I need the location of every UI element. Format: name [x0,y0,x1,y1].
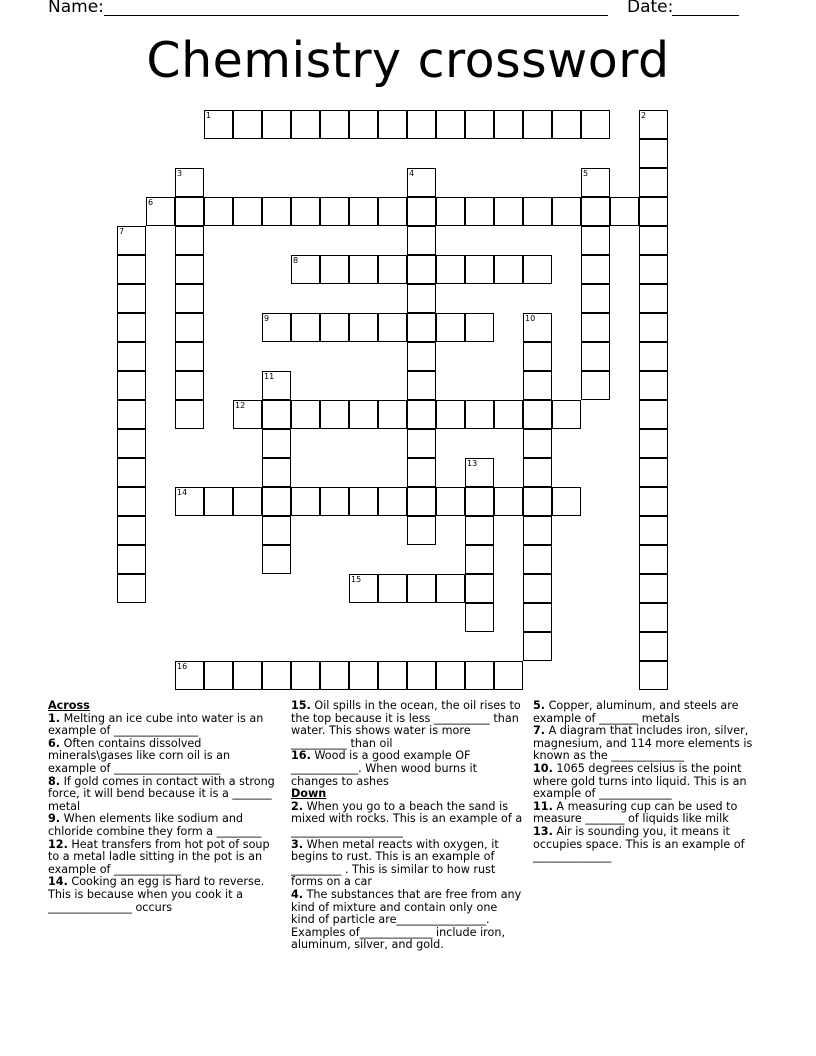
grid-cell[interactable] [291,255,320,284]
clue-item [48,813,280,838]
grid-cell[interactable] [639,110,668,139]
grid-cell[interactable] [378,400,407,429]
grid-cell[interactable] [233,661,262,690]
grid-cell[interactable] [436,110,465,139]
clue-item-number: 6. [48,736,61,750]
grid-cell[interactable] [407,661,436,690]
grid-cell[interactable] [117,313,146,342]
clue-number: 11 [264,372,275,381]
grid-cell[interactable] [523,574,552,603]
grid-cell[interactable] [320,313,349,342]
grid-cell[interactable] [436,255,465,284]
grid-cell[interactable] [262,487,291,516]
grid-cell[interactable] [407,371,436,400]
grid-cell[interactable] [175,284,204,313]
clue-item [533,700,765,725]
clue-item-text: Often contains dissolved minerals\gases like corn oil is an example of ___________________ [48,736,231,775]
grid-cell[interactable] [436,400,465,429]
clue-item [533,826,765,864]
grid-cell[interactable] [175,226,204,255]
grid-cell[interactable] [407,429,436,458]
grid-cell[interactable] [233,487,262,516]
clue-item-text: Heat transfers from hot pot of soup to a metal ladle sitting in the pot is an example of ____________ [48,837,270,876]
clue-item [291,801,523,839]
grid-cell[interactable] [175,371,204,400]
grid-cell[interactable] [494,255,523,284]
clue-item [48,776,280,814]
clue-number: 6 [148,198,154,207]
grid-cell[interactable] [581,110,610,139]
name-label: Name: [48,0,104,17]
grid-cell[interactable] [175,255,204,284]
clue-item [48,738,280,776]
grid-cell[interactable] [581,197,610,226]
grid-cell[interactable] [523,516,552,545]
grid-cell[interactable] [262,429,291,458]
clue-item-text: Wood is a good example OF ____________. When wood burns it changes to ashes [291,749,477,788]
grid-cell[interactable] [407,458,436,487]
clue-number: 14 [177,488,188,497]
grid-cell[interactable] [523,197,552,226]
grid-cell[interactable] [233,197,262,226]
grid-cell[interactable] [436,313,465,342]
grid-cell[interactable] [465,603,494,632]
grid-cell[interactable] [262,313,291,342]
grid-cell[interactable] [523,255,552,284]
clue-item [48,713,280,738]
clue-item [533,801,765,826]
grid-cell[interactable] [639,284,668,313]
grid-cell[interactable] [523,371,552,400]
grid-cell[interactable] [407,168,436,197]
grid-cell[interactable] [465,255,494,284]
clue-item-text: Cooking an egg is hard to reverse. This is because when you cook it a _______________ occurs [48,875,265,914]
grid-cell[interactable] [262,400,291,429]
grid-cell[interactable] [117,516,146,545]
grid-cell[interactable] [494,661,523,690]
grid-cell[interactable] [465,516,494,545]
clue-number: 13 [467,459,478,468]
grid-cell[interactable] [465,545,494,574]
grid-cell[interactable] [117,284,146,313]
grid-cell[interactable] [291,313,320,342]
clue-number: 4 [409,169,415,178]
grid-cell[interactable] [436,574,465,603]
grid-cell[interactable] [581,168,610,197]
grid-cell[interactable] [320,197,349,226]
grid-cell[interactable] [465,400,494,429]
clue-item-number: 16. [291,749,311,763]
grid-cell[interactable] [639,400,668,429]
grid-cell[interactable] [320,661,349,690]
grid-cell[interactable] [639,603,668,632]
grid-cell[interactable] [407,487,436,516]
clue-item-number: 3. [291,837,304,851]
grid-cell[interactable] [378,574,407,603]
grid-cell[interactable] [523,400,552,429]
clue-item-number: 5. [533,699,546,712]
grid-cell[interactable] [552,400,581,429]
clue-number: 2 [641,111,647,120]
grid-cell[interactable] [291,487,320,516]
clue-item-text: If gold comes in contact with a strong force, it will bend because it is a _______ metal [48,774,275,813]
grid-cell[interactable] [581,226,610,255]
grid-cell[interactable] [581,342,610,371]
grid-cell[interactable] [117,371,146,400]
grid-cell[interactable] [639,429,668,458]
clue-item-number: 14. [48,875,68,889]
grid-cell[interactable] [552,110,581,139]
clue-item-number: 2. [291,799,304,813]
grid-cell[interactable] [407,110,436,139]
grid-cell[interactable] [262,110,291,139]
grid-cell[interactable] [552,197,581,226]
grid-cell[interactable] [494,197,523,226]
grid-cell[interactable] [204,110,233,139]
grid-cell[interactable] [262,516,291,545]
clue-item-number: 4. [291,887,304,901]
grid-cell[interactable] [523,545,552,574]
clues-column-2 [291,700,523,952]
clue-item-number: 11. [533,799,553,813]
grid-cell[interactable] [146,197,175,226]
grid-cell[interactable] [117,574,146,603]
clue-number: 5 [583,169,589,178]
clue-item-text: A diagram that includes iron, silver, magnesium, and 114 more elements is known as the _____________ [533,724,753,763]
grid-cell[interactable] [175,197,204,226]
grid-cell[interactable] [175,487,204,516]
grid-cell[interactable] [378,197,407,226]
grid-cell[interactable] [523,313,552,342]
grid-cell[interactable] [175,168,204,197]
grid-cell[interactable] [349,574,378,603]
grid-cell[interactable] [552,487,581,516]
grid-cell[interactable] [639,458,668,487]
grid-cell[interactable] [349,255,378,284]
clue-item-text: Air is sounding you, it means it occupies space. This is an example of ______________ [533,824,745,864]
grid-cell[interactable] [349,487,378,516]
grid-cell[interactable] [407,313,436,342]
clues-column-1 [48,700,280,914]
grid-cell[interactable] [407,400,436,429]
across-clue-list-continued [291,700,523,788]
clue-item-text: 1065 degrees celsius is the point where gold turns into liquid. This is an example of _____________ [533,761,747,801]
grid-cell[interactable] [465,458,494,487]
grid-cell[interactable] [436,197,465,226]
clue-number: 3 [177,169,183,178]
clue-number: 16 [177,662,188,671]
grid-cell[interactable] [204,487,233,516]
clue-number: 1 [206,111,212,120]
grid-cell[interactable] [407,516,436,545]
page-title: Chemistry crossword [146,32,670,89]
clue-item [48,876,280,914]
clue-item-number: 7. [533,724,546,738]
clue-item-number: 1. [48,711,61,725]
clue-item-text: Copper, aluminum, and steels are example of _______ metals [533,699,739,725]
grid-cell[interactable] [639,255,668,284]
grid-cell[interactable] [204,661,233,690]
grid-cell[interactable] [465,197,494,226]
clue-number: 8 [293,256,299,265]
grid-cell[interactable] [117,255,146,284]
grid-cell[interactable] [639,545,668,574]
grid-cell[interactable] [436,487,465,516]
grid-cell[interactable] [262,545,291,574]
date-field[interactable] [672,15,739,16]
grid-cell[interactable] [117,226,146,255]
clue-item-number: 12. [48,837,68,851]
down-clue-list-continued [533,700,765,864]
grid-cell[interactable] [291,661,320,690]
clue-item [533,725,765,763]
grid-cell[interactable] [436,661,465,690]
grid-cell[interactable] [175,400,204,429]
grid-cell[interactable] [320,255,349,284]
clue-item-number: 15. [291,699,311,712]
grid-cell[interactable] [610,197,639,226]
clue-item-number: 9. [48,812,61,826]
grid-cell[interactable] [407,255,436,284]
across-heading: Across [48,699,90,712]
grid-cell[interactable] [407,226,436,255]
grid-cell[interactable] [117,429,146,458]
clue-item [291,700,523,750]
grid-cell[interactable] [378,255,407,284]
grid-cell[interactable] [494,487,523,516]
clue-item-number: 10. [533,761,553,775]
grid-cell[interactable] [349,197,378,226]
grid-cell[interactable] [639,168,668,197]
grid-cell[interactable] [639,342,668,371]
name-field[interactable] [104,15,608,16]
grid-cell[interactable] [291,197,320,226]
grid-cell[interactable] [175,661,204,690]
grid-cell[interactable] [349,110,378,139]
grid-cell[interactable] [465,110,494,139]
clue-number: 7 [119,227,125,236]
grid-cell[interactable] [262,458,291,487]
grid-cell[interactable] [523,632,552,661]
clue-item [48,839,280,877]
grid-cell[interactable] [117,400,146,429]
grid-cell[interactable] [320,487,349,516]
clue-item-text: The substances that are free from any kind of mixture and contain only one kind of particle are________________. Examples of_____________ include iron, aluminum, silver, and gold. [291,887,522,952]
grid-cell[interactable] [349,313,378,342]
grid-cell[interactable] [465,661,494,690]
grid-cell[interactable] [320,400,349,429]
grid-cell[interactable] [639,632,668,661]
clue-item [291,750,523,788]
grid-cell[interactable] [523,429,552,458]
grid-cell[interactable] [523,110,552,139]
grid-cell[interactable] [349,661,378,690]
grid-cell[interactable] [494,400,523,429]
grid-cell[interactable] [523,487,552,516]
clue-number: 12 [235,401,246,410]
grid-cell[interactable] [117,545,146,574]
grid-cell[interactable] [117,487,146,516]
clue-item-text: When you go to a beach the sand is mixed with rocks. This is an example of a ____________________ [291,799,523,838]
grid-cell[interactable] [175,313,204,342]
grid-cell[interactable] [639,197,668,226]
grid-cell[interactable] [494,110,523,139]
grid-cell[interactable] [349,400,378,429]
grid-cell[interactable] [291,110,320,139]
clue-number: 9 [264,314,270,323]
clue-item-number: 13. [533,824,553,838]
grid-cell[interactable] [262,371,291,400]
down-heading: Down [291,787,327,801]
grid-cell[interactable] [291,400,320,429]
clue-item-number: 8. [48,774,61,788]
clue-item-text: A measuring cup can be used to measure _______ of liquids like milk [533,799,738,826]
grid-cell[interactable] [639,313,668,342]
grid-cell[interactable] [581,255,610,284]
clue-item-text: When metal reacts with oxygen, it begins to rust. This is an example of _________ . This is similar to how rust forms on a car [291,837,499,889]
across-clue-list [48,713,280,915]
grid-cell[interactable] [523,342,552,371]
grid-cell[interactable] [175,342,204,371]
grid-cell[interactable] [407,284,436,313]
down-clue-list [291,801,523,952]
grid-cell[interactable] [639,516,668,545]
grid-cell[interactable] [262,197,291,226]
grid-cell[interactable] [407,574,436,603]
grid-cell[interactable] [581,284,610,313]
clue-item [533,763,765,801]
clues-column-3 [533,700,765,864]
grid-cell[interactable] [117,342,146,371]
clue-item [291,889,523,952]
grid-cell[interactable] [378,313,407,342]
date-label: Date: [627,0,674,17]
grid-cell[interactable] [639,226,668,255]
grid-cell[interactable] [523,603,552,632]
grid-cell[interactable] [465,487,494,516]
clue-item-text: Oil spills in the ocean, the oil rises to the top because it is less __________ than water. This shows water is more __________ than oil [291,699,521,750]
grid-cell[interactable] [378,487,407,516]
grid-cell[interactable] [204,197,233,226]
grid-cell[interactable] [465,574,494,603]
grid-cell[interactable] [581,313,610,342]
grid-cell[interactable] [407,342,436,371]
grid-cell[interactable] [639,661,668,690]
grid-cell[interactable] [117,458,146,487]
grid-cell[interactable] [378,110,407,139]
grid-cell[interactable] [233,400,262,429]
grid-cell[interactable] [523,458,552,487]
grid-cell[interactable] [639,487,668,516]
grid-cell[interactable] [262,661,291,690]
clue-item-text: Melting an ice cube into water is an example of _______________ [48,711,264,738]
grid-cell[interactable] [407,197,436,226]
grid-cell[interactable] [320,110,349,139]
clue-item [291,839,523,889]
grid-cell[interactable] [639,139,668,168]
grid-cell[interactable] [465,313,494,342]
clue-number: 15 [351,575,362,584]
grid-cell[interactable] [378,661,407,690]
clue-number: 10 [525,314,536,323]
grid-cell[interactable] [233,110,262,139]
grid-cell[interactable] [639,371,668,400]
grid-cell[interactable] [581,371,610,400]
clue-item-text: When elements like sodium and chloride combine they form a ________ [48,812,262,838]
grid-cell[interactable] [639,574,668,603]
